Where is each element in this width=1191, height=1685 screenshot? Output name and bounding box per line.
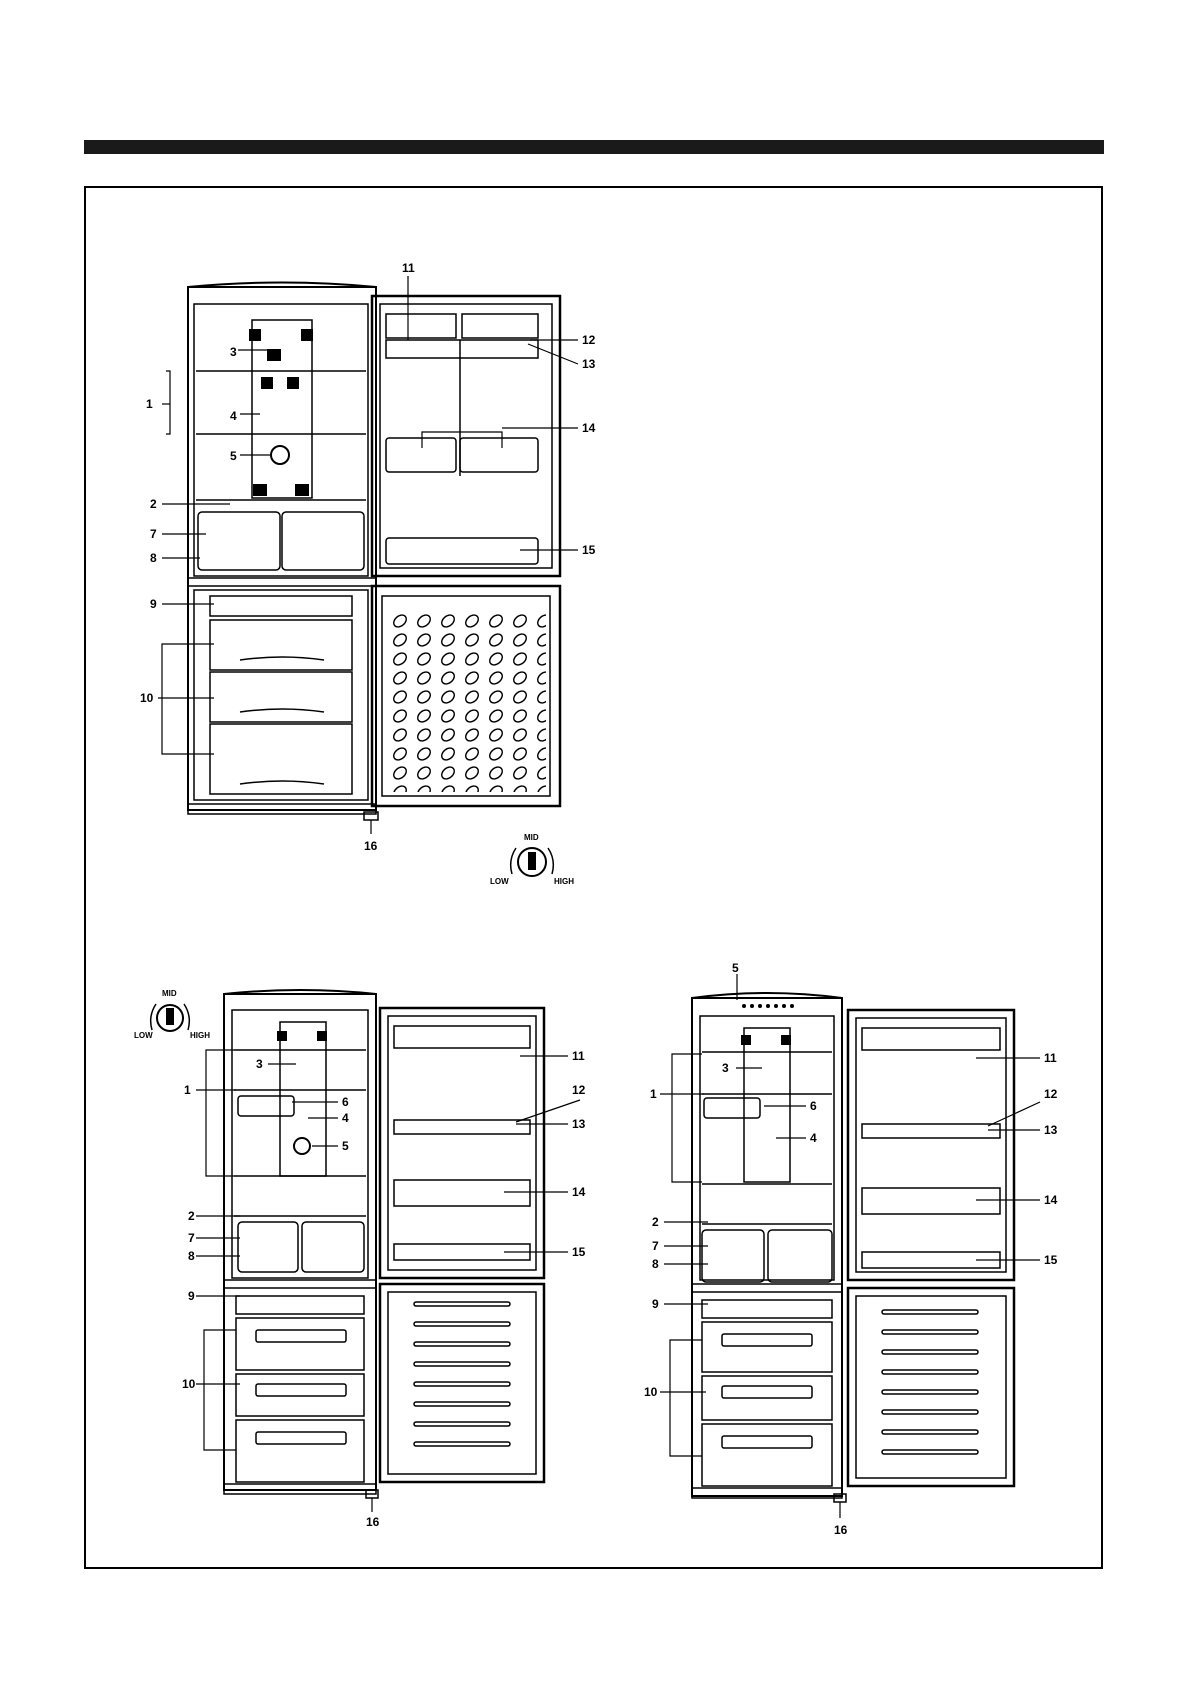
fig3-freezer-door (848, 1288, 1014, 1486)
fig2-callout-10: 10 (182, 1377, 196, 1391)
fig2-callout-3: 3 (256, 1057, 263, 1071)
fig1-knob-mid: MID (524, 833, 539, 842)
fig1-callout-7: 7 (150, 527, 157, 541)
fig2-callout-14: 14 (572, 1185, 586, 1199)
fig2-crisper-left (238, 1222, 298, 1272)
fig3-callout-16: 16 (834, 1523, 848, 1537)
fig1-knob-low: LOW (490, 877, 509, 886)
fig2-callout-9: 9 (188, 1289, 195, 1303)
fig1-callout-8: 8 (150, 551, 157, 565)
fig1-callout-10: 10 (140, 691, 154, 705)
fig2-thermostat-knob (134, 989, 210, 1040)
fig3-callout-2: 2 (652, 1215, 659, 1229)
fig2-callout-13: 13 (572, 1117, 586, 1131)
fig2-callout-5: 5 (342, 1139, 349, 1153)
fig2-callout-7: 7 (188, 1231, 195, 1245)
fig1-callout-16: 16 (364, 839, 378, 853)
fig3-crisper-right (768, 1230, 832, 1282)
fig2-knob-mid: MID (162, 989, 177, 998)
fig1-callout-3: 3 (230, 345, 237, 359)
fig1-callout-4: 4 (230, 409, 237, 423)
fig1-thermostat-knob (490, 833, 574, 886)
fig3-callout-13: 13 (1044, 1123, 1058, 1137)
fig3-top-controls (742, 1004, 794, 1008)
fig2-knob-low: LOW (134, 1031, 153, 1040)
fig1-callout-2: 2 (150, 497, 157, 511)
fig2-drawer-3 (236, 1420, 364, 1482)
fig1-callout-13: 13 (582, 357, 596, 371)
figure-1 (188, 283, 560, 821)
fig3-cabinet (692, 998, 842, 1496)
fig3-callout-4: 4 (810, 1131, 817, 1145)
figure-2-callouts (182, 1049, 586, 1529)
figure-3-callouts (644, 961, 1058, 1537)
fig2-drawer-2 (236, 1374, 364, 1416)
fig3-callout-1: 1 (650, 1087, 657, 1101)
fig1-callout-12: 12 (582, 333, 596, 347)
fig3-callout-11: 11 (1044, 1051, 1057, 1065)
fig3-callout-9: 9 (652, 1297, 659, 1311)
fig3-callout-7: 7 (652, 1239, 659, 1253)
fig3-callout-3: 3 (722, 1061, 729, 1075)
figure-2 (224, 990, 544, 1498)
fig3-callout-12: 12 (1044, 1087, 1058, 1101)
fig1-control-panel (252, 320, 312, 498)
fig1-drawer-3 (210, 724, 352, 794)
fig3-callout-5: 5 (732, 961, 739, 975)
fig3-drawer-3 (702, 1424, 832, 1486)
fig3-door-shelves (882, 1310, 978, 1454)
fig2-freezer-door (380, 1284, 544, 1482)
fig2-crisper-right (302, 1222, 364, 1272)
fig2-door-shelves (414, 1302, 510, 1446)
fig3-drawer-1 (702, 1322, 832, 1372)
fig2-drawer-1 (236, 1318, 364, 1370)
fig1-crisper-left (198, 512, 280, 570)
fig2-callout-8: 8 (188, 1249, 195, 1263)
fig3-callout-6: 6 (810, 1099, 817, 1113)
fig2-knob-high: HIGH (190, 1031, 210, 1040)
fig3-crisper-left (702, 1230, 764, 1282)
fig3-callout-14: 14 (1044, 1193, 1058, 1207)
fig2-callout-16: 16 (366, 1515, 380, 1529)
figure-3-leaders (660, 974, 1040, 1518)
fig3-callout-15: 15 (1044, 1253, 1058, 1267)
fig1-drawer-2 (210, 672, 352, 722)
fig1-door-pattern (386, 610, 546, 792)
fig2-callout-2: 2 (188, 1209, 195, 1223)
fig1-callout-1: 1 (146, 397, 153, 411)
fig2-callout-12: 12 (572, 1083, 586, 1097)
fig3-control-panel (744, 1028, 790, 1182)
fig1-knob-high: HIGH (554, 877, 574, 886)
fig1-callout-15: 15 (582, 543, 596, 557)
fig1-callout-9: 9 (150, 597, 157, 611)
fig3-callout-8: 8 (652, 1257, 659, 1271)
fig1-callout-14: 14 (582, 421, 596, 435)
fig1-callout-11: 11 (402, 261, 415, 275)
fig2-callout-11: 11 (572, 1049, 585, 1063)
fig1-drawer-1 (210, 620, 352, 670)
fig1-callout-5: 5 (230, 449, 237, 463)
fig2-control-panel (280, 1022, 326, 1176)
fig2-callout-1: 1 (184, 1083, 191, 1097)
fig2-callout-4: 4 (342, 1111, 349, 1125)
fig1-crisper-right (282, 512, 364, 570)
fig2-callout-15: 15 (572, 1245, 586, 1259)
fig2-callout-6: 6 (342, 1095, 349, 1109)
fig3-callout-10: 10 (644, 1385, 658, 1399)
figure-3 (692, 993, 1014, 1502)
